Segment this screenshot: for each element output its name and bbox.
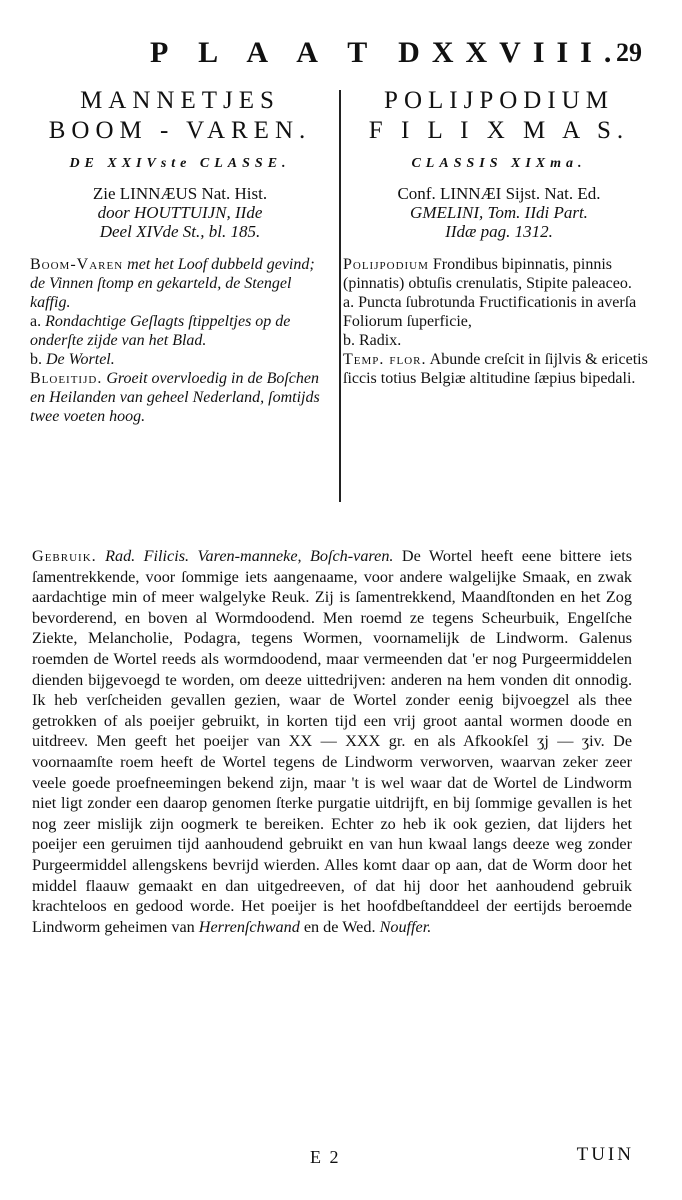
dutch-bloei-text: Groeit overvloedig in de Boſchen en Heilanden van geheel Nederland, ſomtijds twee voeten hoog. xyxy=(30,370,320,425)
latin-ref-line3: IIdæ pag. 1312. xyxy=(445,222,553,241)
latin-item-b-label: b. xyxy=(343,332,355,349)
latin-desc-lead: Polijpodium xyxy=(343,256,429,273)
dutch-item-a: Rondachtige Geſlagts ſtippeltjes op de onderſte zijde van het Blad. xyxy=(30,313,291,349)
gebruik-closing-name: Herrenſchwand xyxy=(198,917,300,936)
dutch-column xyxy=(30,86,330,426)
latin-temp-label: Temp. flor. xyxy=(343,351,427,368)
latin-title-line1: POLIJPODIUM xyxy=(384,87,614,114)
dutch-bloei-label: Bloeitijd. xyxy=(30,370,103,387)
latin-classis: CLASSIS XIXma. xyxy=(411,156,587,171)
latin-column xyxy=(343,86,655,388)
dutch-desc-lead: Boom-Varen xyxy=(30,256,124,273)
page-number: 29 xyxy=(616,38,642,67)
dutch-ref-line2: door HOUTTUIJN, IIde xyxy=(97,203,263,222)
dutch-ref-line3: Deel XIVde St., bl. 185. xyxy=(99,222,261,241)
latin-description xyxy=(343,255,655,388)
latin-item-a: Puncta ſubrotunda Fructificationis in averſa Foliorum ſuperficie, xyxy=(343,294,637,330)
dutch-item-b: De Wortel. xyxy=(46,351,115,368)
latin-desc-main: Frondibus bipinnatis, pinnis (pinnatis) obtuſis crenulatis, Stipite paleaceo. xyxy=(343,256,632,292)
latin-ref-line2: GMELINI, Tom. IIdi Part. xyxy=(410,203,588,222)
gebruik-paragraph xyxy=(32,546,632,937)
gebruik-closing-mid: en de Wed. xyxy=(303,917,376,936)
signature-mark: E 2 xyxy=(310,1147,341,1167)
latin-ref-line1: Conf. LINNÆI Sijst. Nat. Ed. xyxy=(397,184,601,203)
dutch-desc-main: met het Loof dubbeld gevind; de Vinnen ſtomp en gekarteld, de Stengel kaffig. xyxy=(30,256,315,311)
dutch-description xyxy=(30,255,330,426)
latin-item-a-label: a. xyxy=(343,294,355,311)
dutch-classe: DE XXIVste CLASSE. xyxy=(69,156,291,171)
dutch-title-line2: BOOM - VAREN. xyxy=(48,117,312,144)
catchword: TUIN xyxy=(576,1144,634,1165)
dutch-reference xyxy=(30,184,330,241)
dutch-title-line1: MANNETJES xyxy=(80,87,280,114)
column-divider xyxy=(339,90,341,502)
gebruik-text: De Wortel heeft eene bittere iets ſamentrekkende, voor ſommige iets aangenaame, voor andere walgelijke Smaak, en zwak aardachtige min of meer walgelyke Reuk. Zij is ſamentrekkend, Maandſtonden en het Zog bevorderend, en boven al Wormdoodend. Men roemd ze tegens Scheurbuik, Engelſche Ziekte, Melancholie, Podagra, tegens Wormen, voornamelijk de Lindworm. Galenus roemden de Wortel reeds als wormdoodend, maar vermeenden dat 'er nog Purgeermiddelen dienden bijgevoegd te worden, om deeze uittedrijven: anderen na hem vonden dit onnodig. Ik heb verſcheiden gevallen gezien, waar de Wortel zonder eenig bijvoegzel als thee getrokken of als poeijer gebruikt, in korten tijd een vrij groot aantal wormen doode en uitdreev. Men geeft het poeijer van XX — XXX gr. en als Afkookſel ʒj — ʒiv. De voornaamſte roem heeft de Wortel tegens de Lindworm verworven, waarvan zeker zeer veele goede proefneemingen bekend zijn, maar 't is wel waar dat de Wortel de Lindworm niet ligt zonder een daarop genomen ſterke purgatie uitdrijft, en bij ſommige gevallen is het nog zeer mislijk zijn oogmerk te bereiken. Echter zo heb ik ook gezien, dat lijders het poeijer een geruimen tijd aanhoudend gebruikt en van hun kwaal langs deeze weg zonder Purgeermiddel allengskens bevrijd wierden. Alles komt daar op aan, dat de Worm door het middel flaauw gemaakt en dan uitgedreeven, of dat hij door het aanhoudend gebruik krachteloos en gedood worde. Het poeijer is het hoofdbeſtanddeel der eertijds beroemde Lindworm geheimen van xyxy=(32,547,633,936)
latin-title-line2: F I L I X M A S. xyxy=(368,117,630,144)
gebruik-names: Rad. Filicis. Varen-manneke, Boſch-varen. xyxy=(105,547,394,565)
latin-item-b: Radix. xyxy=(359,332,402,349)
plate-title: P L A A T DXXVIII. xyxy=(150,36,624,69)
gebruik-label: Gebruik. xyxy=(32,547,97,565)
latin-reference xyxy=(343,184,655,241)
latin-temp-text: Abunde creſcit in ſijlvis & ericetis ſiccis totius Belgiæ altitudine ſæpius bipedali. xyxy=(343,351,648,387)
dutch-ref-line1: Zie LINNÆUS Nat. Hist. xyxy=(92,184,268,203)
gebruik-closing-name2: Nouffer. xyxy=(379,917,432,936)
dutch-item-a-label: a. xyxy=(30,313,42,330)
dutch-item-b-label: b. xyxy=(30,351,42,368)
